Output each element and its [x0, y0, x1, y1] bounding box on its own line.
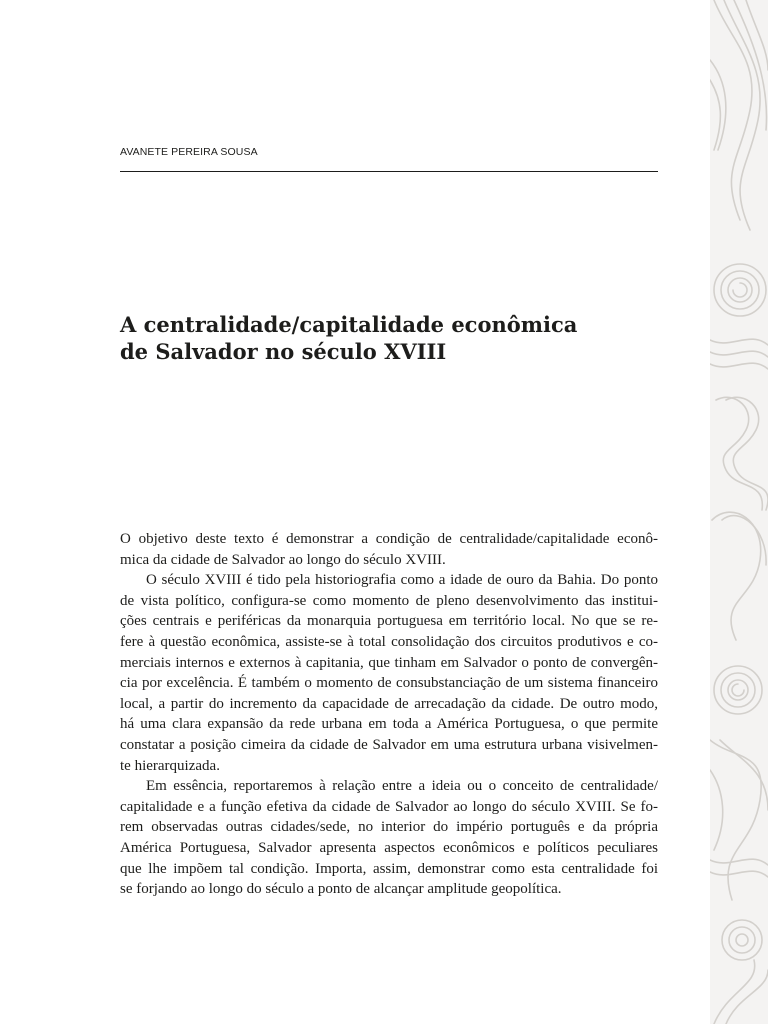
- text-line: cia por excelência. É também o momento de consubstanciação de um sistema financeiro: [120, 675, 658, 692]
- paragraph-2: [120, 570, 658, 776]
- text-line: rem observadas outras cidades/sede, no interior do império português e da própria: [120, 819, 658, 836]
- chapter-title: [120, 311, 680, 365]
- text-line: capitalidade e a função efetiva da cidade de Salvador ao longo do século XVIII. Se fo-: [120, 798, 658, 815]
- chapter-title-line-1: A centralidade/capitalidade econômica: [120, 312, 578, 337]
- text-line: local, a partir do incremento da capacidade de arrecadação da cidade. De outro modo,: [120, 695, 658, 712]
- paragraph-1: [120, 529, 658, 570]
- decorative-swirl-border-icon: [710, 0, 768, 1024]
- body-text: [120, 529, 658, 900]
- paragraph-3: [120, 776, 658, 900]
- header-rule: [120, 171, 658, 172]
- text-line: constatar a posição cimeira da cidade de Salvador em uma estrutura urbana visivelmen-: [120, 736, 658, 753]
- text-line: te hierarquizada.: [120, 757, 220, 774]
- text-line: de vista político, configura-se como momento de pleno desenvolvimento das institui-: [120, 592, 658, 609]
- text-line: O século XVIII é tido pela historiografia como a idade de ouro da Bahia. Do ponto: [146, 572, 658, 589]
- text-line: mica da cidade de Salvador ao longo do século XVIII.: [120, 551, 446, 568]
- text-line: Em essência, reportaremos à relação entre a ideia ou o conceito de centralidade/: [146, 778, 658, 795]
- text-line: que lhe impõem tal condição. Importa, assim, demonstrar como esta centralidade foi: [120, 860, 658, 877]
- text-line: fere à questão econômica, assiste-se à total consolidação dos circuitos produtivos e co-: [120, 633, 658, 650]
- text-line: há uma clara expansão da rede urbana em toda a América Portuguesa, o que permite: [120, 716, 658, 733]
- text-line: O objetivo deste texto é demonstrar a condição de centralidade/capitalidade econô-: [120, 531, 658, 547]
- text-line: merciais internos e externos à capitania, que tinham em Salvador o ponto de convergên-: [120, 654, 658, 671]
- text-line: América Portuguesa, Salvador apresenta aspectos econômicos e políticos peculiares: [120, 839, 658, 856]
- running-head-author: AVANETE PEREIRA SOUSA: [120, 146, 258, 158]
- chapter-title-line-2: de Salvador no século XVIII: [120, 339, 447, 364]
- text-line: ções centrais e periféricas da monarquia portuguesa em território local. No que se re-: [120, 613, 658, 630]
- text-line: se forjando ao longo do século a ponto de alcançar amplitude geopolítica.: [120, 881, 562, 898]
